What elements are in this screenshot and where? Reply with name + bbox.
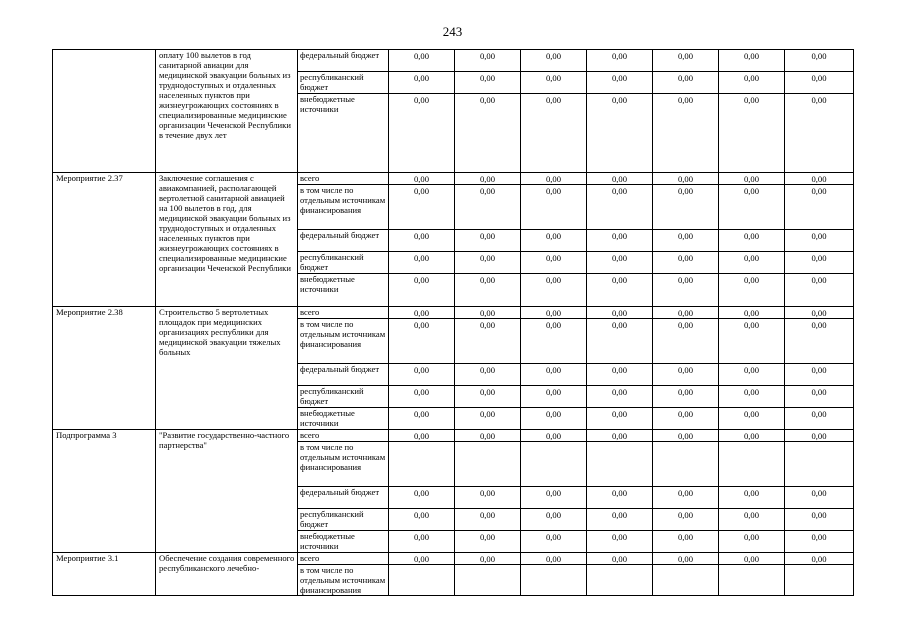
funding-source: внебюджетные источники <box>298 408 389 430</box>
amount-cell: 0,00 <box>719 230 785 252</box>
amount-cell: 0,00 <box>719 319 785 364</box>
funding-table <box>52 49 854 596</box>
amount-cell: 0,00 <box>389 94 455 173</box>
amount-cell: 0,00 <box>521 386 587 408</box>
amount-cell: 0,00 <box>653 185 719 230</box>
amount-cell: 0,00 <box>719 307 785 319</box>
amount-cell: 0,00 <box>653 531 719 553</box>
amount-cell: 0,00 <box>653 173 719 185</box>
amount-cell: 0,00 <box>653 50 719 72</box>
item-label: Мероприятие 3.1 <box>53 553 156 596</box>
amount-cell: 0,00 <box>455 553 521 565</box>
amount-cell: 0,00 <box>653 274 719 307</box>
funding-source: в том числе по отдельным источникам финансирования <box>298 565 389 596</box>
amount-cell: 0,00 <box>719 252 785 274</box>
funding-source: всего <box>298 173 389 185</box>
amount-cell: 0,00 <box>521 50 587 72</box>
amount-cell: 0,00 <box>785 50 854 72</box>
amount-cell: 0,00 <box>521 173 587 185</box>
amount-cell: 0,00 <box>455 386 521 408</box>
amount-cell: 0,00 <box>719 72 785 94</box>
amount-cell: 0,00 <box>653 252 719 274</box>
amount-cell <box>521 442 587 487</box>
amount-cell: 0,00 <box>587 487 653 509</box>
amount-cell: 0,00 <box>389 230 455 252</box>
funding-source: республиканский бюджет <box>298 386 389 408</box>
amount-cell: 0,00 <box>785 364 854 386</box>
amount-cell <box>455 565 521 596</box>
amount-cell: 0,00 <box>785 185 854 230</box>
amount-cell: 0,00 <box>389 487 455 509</box>
amount-cell: 0,00 <box>653 509 719 531</box>
amount-cell: 0,00 <box>653 364 719 386</box>
amount-cell: 0,00 <box>587 307 653 319</box>
amount-cell: 0,00 <box>719 487 785 509</box>
amount-cell: 0,00 <box>719 531 785 553</box>
table-row <box>53 173 854 185</box>
amount-cell: 0,00 <box>521 531 587 553</box>
amount-cell: 0,00 <box>521 430 587 442</box>
amount-cell: 0,00 <box>521 509 587 531</box>
funding-source: федеральный бюджет <box>298 364 389 386</box>
amount-cell: 0,00 <box>455 307 521 319</box>
amount-cell: 0,00 <box>521 553 587 565</box>
amount-cell: 0,00 <box>587 386 653 408</box>
amount-cell <box>455 442 521 487</box>
amount-cell: 0,00 <box>587 252 653 274</box>
amount-cell: 0,00 <box>719 274 785 307</box>
amount-cell: 0,00 <box>389 364 455 386</box>
amount-cell: 0,00 <box>455 509 521 531</box>
amount-cell: 0,00 <box>389 531 455 553</box>
funding-source: внебюджетные источники <box>298 531 389 553</box>
funding-source: республиканский бюджет <box>298 72 389 94</box>
amount-cell <box>389 565 455 596</box>
amount-cell: 0,00 <box>455 50 521 72</box>
amount-cell: 0,00 <box>587 94 653 173</box>
funding-source: в том числе по отдельным источникам финансирования <box>298 319 389 364</box>
amount-cell: 0,00 <box>719 386 785 408</box>
funding-source: всего <box>298 553 389 565</box>
item-description: оплату 100 вылетов в год санитарной авиации для медицинской эвакуации больных из труднодоступных и отдаленных населенных пунктов при жизнеугрожающих состояниях в специализированные медицинские организации Чеченской Республики в течение двух лет <box>156 50 298 173</box>
amount-cell: 0,00 <box>587 408 653 430</box>
amount-cell: 0,00 <box>785 408 854 430</box>
amount-cell: 0,00 <box>653 430 719 442</box>
amount-cell: 0,00 <box>455 319 521 364</box>
amount-cell: 0,00 <box>455 430 521 442</box>
item-label <box>53 50 156 173</box>
amount-cell: 0,00 <box>785 307 854 319</box>
item-description: Строительство 5 вертолетных площадок при медицинских организациях республики для медицинской эвакуации тяжелых больных <box>156 307 298 430</box>
amount-cell: 0,00 <box>785 386 854 408</box>
amount-cell: 0,00 <box>521 230 587 252</box>
funding-source: в том числе по отдельным источникам финансирования <box>298 185 389 230</box>
amount-cell: 0,00 <box>455 230 521 252</box>
amount-cell: 0,00 <box>455 252 521 274</box>
amount-cell: 0,00 <box>389 509 455 531</box>
funding-source: внебюджетные источники <box>298 274 389 307</box>
amount-cell: 0,00 <box>389 50 455 72</box>
amount-cell: 0,00 <box>719 430 785 442</box>
amount-cell: 0,00 <box>653 72 719 94</box>
amount-cell: 0,00 <box>587 50 653 72</box>
amount-cell: 0,00 <box>785 319 854 364</box>
amount-cell <box>719 442 785 487</box>
amount-cell: 0,00 <box>455 531 521 553</box>
amount-cell: 0,00 <box>653 553 719 565</box>
amount-cell <box>653 442 719 487</box>
amount-cell: 0,00 <box>653 230 719 252</box>
amount-cell: 0,00 <box>785 230 854 252</box>
table-row <box>53 50 854 72</box>
item-description: Заключение соглашения с авиакомпанией, располагающей вертолетной санитарной авиацией на 100 вылетов в год, для медицинской эвакуации больных из труднодоступных и отдаленных населенных пунктов при жизнеугрожающих состояниях в специализированные медицинские организации Чеченской Республики <box>156 173 298 307</box>
amount-cell: 0,00 <box>455 274 521 307</box>
amount-cell: 0,00 <box>455 364 521 386</box>
amount-cell: 0,00 <box>719 94 785 173</box>
amount-cell: 0,00 <box>521 185 587 230</box>
amount-cell: 0,00 <box>521 94 587 173</box>
funding-source: всего <box>298 430 389 442</box>
amount-cell: 0,00 <box>785 430 854 442</box>
amount-cell: 0,00 <box>719 185 785 230</box>
amount-cell <box>389 442 455 487</box>
amount-cell: 0,00 <box>587 430 653 442</box>
amount-cell: 0,00 <box>389 386 455 408</box>
funding-source: всего <box>298 307 389 319</box>
amount-cell: 0,00 <box>389 274 455 307</box>
amount-cell: 0,00 <box>719 50 785 72</box>
amount-cell: 0,00 <box>389 319 455 364</box>
item-description: Обеспечение создания современного республиканского лечебно- <box>156 553 298 596</box>
item-label: Мероприятие 2.37 <box>53 173 156 307</box>
amount-cell: 0,00 <box>455 72 521 94</box>
amount-cell: 0,00 <box>389 307 455 319</box>
amount-cell: 0,00 <box>653 94 719 173</box>
funding-source: федеральный бюджет <box>298 230 389 252</box>
amount-cell: 0,00 <box>587 553 653 565</box>
amount-cell: 0,00 <box>521 274 587 307</box>
funding-source: федеральный бюджет <box>298 487 389 509</box>
amount-cell: 0,00 <box>785 274 854 307</box>
amount-cell: 0,00 <box>587 319 653 364</box>
amount-cell: 0,00 <box>455 94 521 173</box>
amount-cell: 0,00 <box>389 173 455 185</box>
table-row <box>53 430 854 442</box>
amount-cell: 0,00 <box>587 364 653 386</box>
amount-cell: 0,00 <box>587 230 653 252</box>
amount-cell: 0,00 <box>785 531 854 553</box>
funding-source: федеральный бюджет <box>298 50 389 72</box>
table-row <box>53 307 854 319</box>
amount-cell: 0,00 <box>785 509 854 531</box>
amount-cell: 0,00 <box>719 553 785 565</box>
item-label: Подпрограмма 3 <box>53 430 156 553</box>
amount-cell: 0,00 <box>719 364 785 386</box>
amount-cell: 0,00 <box>389 430 455 442</box>
amount-cell: 0,00 <box>587 173 653 185</box>
amount-cell: 0,00 <box>521 408 587 430</box>
amount-cell <box>785 565 854 596</box>
amount-cell: 0,00 <box>785 72 854 94</box>
amount-cell <box>521 565 587 596</box>
amount-cell: 0,00 <box>521 364 587 386</box>
amount-cell: 0,00 <box>719 509 785 531</box>
amount-cell: 0,00 <box>389 72 455 94</box>
amount-cell <box>587 442 653 487</box>
amount-cell: 0,00 <box>521 307 587 319</box>
amount-cell: 0,00 <box>653 307 719 319</box>
funding-source: внебюджетные источники <box>298 94 389 173</box>
amount-cell <box>719 565 785 596</box>
amount-cell <box>785 442 854 487</box>
amount-cell: 0,00 <box>455 487 521 509</box>
amount-cell: 0,00 <box>653 386 719 408</box>
amount-cell: 0,00 <box>521 319 587 364</box>
amount-cell: 0,00 <box>785 487 854 509</box>
amount-cell: 0,00 <box>587 72 653 94</box>
amount-cell: 0,00 <box>521 252 587 274</box>
amount-cell: 0,00 <box>719 408 785 430</box>
amount-cell: 0,00 <box>653 319 719 364</box>
funding-source: в том числе по отдельным источникам финансирования <box>298 442 389 487</box>
amount-cell: 0,00 <box>653 408 719 430</box>
funding-source: республиканский бюджет <box>298 252 389 274</box>
amount-cell: 0,00 <box>389 408 455 430</box>
amount-cell <box>587 565 653 596</box>
table-row <box>53 553 854 565</box>
amount-cell: 0,00 <box>587 509 653 531</box>
amount-cell: 0,00 <box>587 531 653 553</box>
amount-cell: 0,00 <box>587 274 653 307</box>
amount-cell: 0,00 <box>785 94 854 173</box>
amount-cell: 0,00 <box>521 487 587 509</box>
amount-cell: 0,00 <box>719 173 785 185</box>
amount-cell: 0,00 <box>389 185 455 230</box>
amount-cell: 0,00 <box>455 408 521 430</box>
amount-cell: 0,00 <box>587 185 653 230</box>
item-description: "Развитие государственно-частного партнерства" <box>156 430 298 553</box>
item-label: Мероприятие 2.38 <box>53 307 156 430</box>
amount-cell: 0,00 <box>455 173 521 185</box>
amount-cell: 0,00 <box>455 185 521 230</box>
funding-source: республиканский бюджет <box>298 509 389 531</box>
amount-cell <box>653 565 719 596</box>
amount-cell: 0,00 <box>785 173 854 185</box>
amount-cell: 0,00 <box>521 72 587 94</box>
amount-cell: 0,00 <box>653 487 719 509</box>
amount-cell: 0,00 <box>785 553 854 565</box>
amount-cell: 0,00 <box>389 553 455 565</box>
amount-cell: 0,00 <box>785 252 854 274</box>
amount-cell: 0,00 <box>389 252 455 274</box>
page-number: 243 <box>442 24 463 39</box>
